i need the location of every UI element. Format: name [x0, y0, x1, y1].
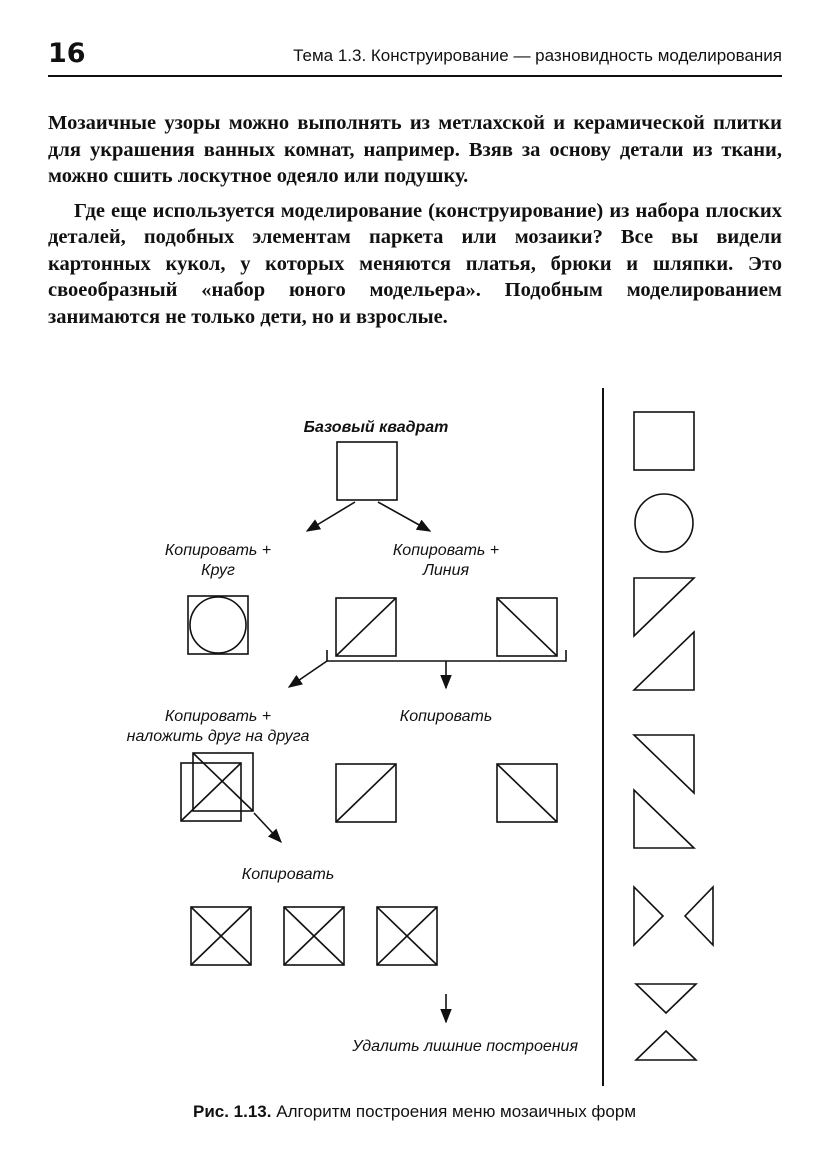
figure-diagram [0, 380, 829, 1100]
copy-label: Копировать [399, 708, 493, 725]
caption-number: Рис. 1.13. [192, 1102, 272, 1121]
arrow-to-line [378, 502, 430, 531]
base-square-label: Базовый квадрат [303, 419, 449, 436]
arrow-to-circle [307, 502, 355, 531]
figure-caption [0, 1102, 829, 1122]
copy-overlay-label-2: наложить друг на друга [126, 728, 310, 745]
square-with-diagonal-b [497, 598, 557, 656]
menu-triangle-6 [685, 887, 713, 945]
menu-triangle-7 [636, 984, 696, 1013]
page-number: 16 [48, 38, 86, 69]
running-head: Тема 1.3. Конструирование — разновидность моделирования [293, 46, 782, 65]
crossed-square-2 [284, 907, 344, 965]
arrow-to-overlay [289, 661, 327, 687]
menu-circle [635, 494, 693, 552]
paragraph-1: Мозаичные узоры можно выполнять из метлахской и керамической плитки для украшения ванных комнат, например. Взяв за основу детали из ткани, можно сшить лоскутное одеяло или подушку. [48, 112, 782, 187]
copy-line-label-2: Линия [422, 562, 470, 579]
square-with-diagonal-d [497, 764, 557, 822]
base-square [337, 442, 397, 500]
menu-triangle-2 [634, 632, 694, 690]
body-text [48, 110, 782, 330]
delete-label: Удалить лишние построения [352, 1038, 578, 1055]
copy-overlay-label-1: Копировать + [164, 708, 272, 725]
square-with-diagonal-c [336, 764, 396, 822]
copy-circle-label-1: Копировать + [164, 542, 272, 559]
crossed-square-1 [191, 907, 251, 965]
copy-circle-label-2: Круг [201, 562, 235, 579]
square-with-diagonal-a [336, 598, 396, 656]
header-rule [48, 75, 782, 77]
arrow-to-crossed [254, 813, 281, 842]
overlaid-squares [181, 753, 253, 821]
square-with-circle [188, 596, 248, 654]
caption-text: Алгоритм построения меню мозаичных форм [276, 1102, 637, 1121]
menu-triangle-1 [634, 578, 694, 636]
crossed-square-3 [377, 907, 437, 965]
menu-triangle-4 [634, 790, 694, 848]
copy-line-label-1: Копировать + [392, 542, 500, 559]
copy-label-2: Копировать [241, 866, 335, 883]
menu-triangle-5 [634, 887, 663, 945]
menu-square [634, 412, 694, 470]
menu-triangle-8 [636, 1031, 696, 1060]
menu-triangle-3 [634, 735, 694, 793]
paragraph-2: Где еще используется моделирование (конструирование) из набора плоских деталей, подобных элементам паркета или мозаики? Все вы видели картонных кукол, у которых меняются платья, брюки и шляпки. Это своеобразный «набор юного модельера». Подобным моделированием занимаются не только дети, но и взрослые. [48, 199, 782, 328]
page-header [48, 38, 782, 78]
